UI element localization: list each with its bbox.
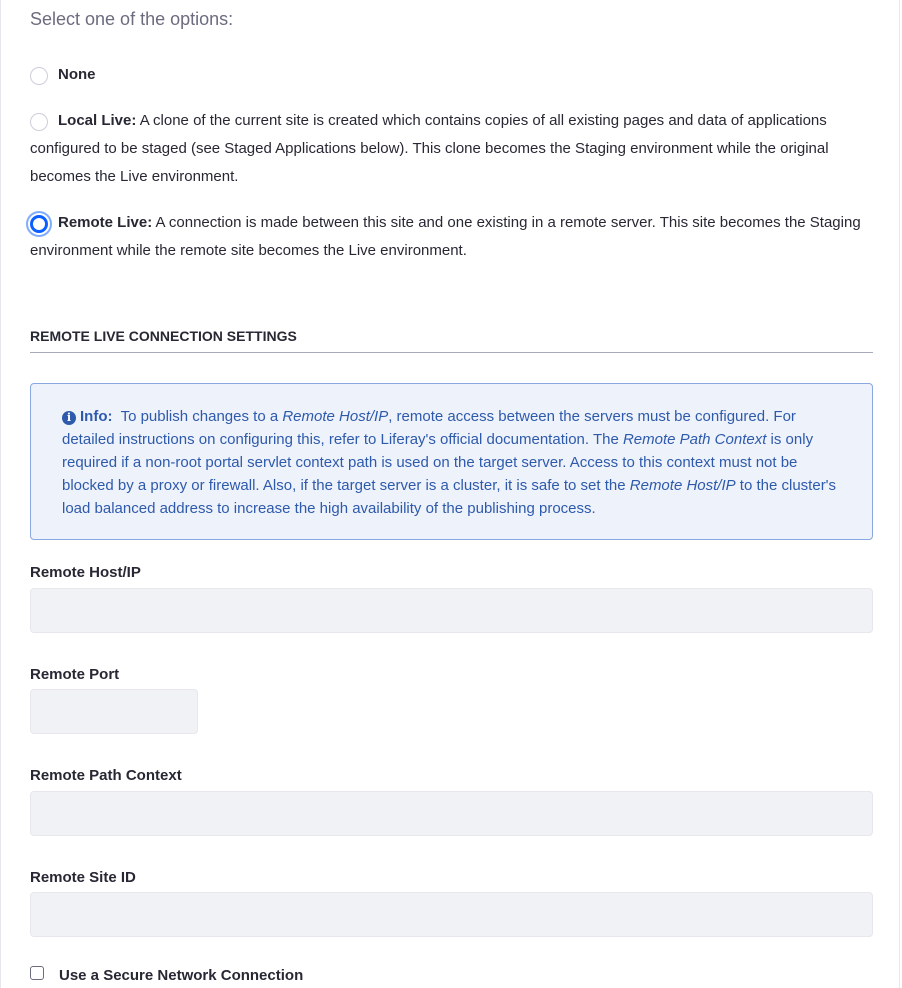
option-remote-live xyxy=(30,209,875,265)
options-heading: Select one of the options: xyxy=(30,9,234,29)
remote-site-id-input[interactable] xyxy=(30,892,873,937)
option-local-live xyxy=(30,107,875,191)
info-text-2: , remote access between the servers must be configured. For detailed instructions on configuring this, refer to Liferay's official documentation. The xyxy=(62,408,796,448)
info-circle-icon: i xyxy=(62,411,76,425)
option-none xyxy=(30,61,875,89)
remote-port-input[interactable] xyxy=(30,689,198,734)
info-text-1: To publish changes to a xyxy=(120,408,283,425)
section-title: REMOTE LIVE CONNECTION SETTINGS xyxy=(30,328,873,353)
option-local-live-label[interactable]: Local Live: xyxy=(58,112,137,129)
option-remote-live-description: A connection is made between this site and one existing in a remote server. This site becomes the Staging environment while the remote site becomes the Live environment. xyxy=(30,214,861,259)
remote-path-context-label: Remote Path Context xyxy=(30,767,182,784)
remote-site-id-label: Remote Site ID xyxy=(30,869,136,886)
remote-host-input[interactable] xyxy=(30,588,873,633)
info-alert xyxy=(30,383,873,540)
remote-port-label: Remote Port xyxy=(30,666,120,683)
info-em-remote-path: Remote Path Context xyxy=(622,431,767,448)
remote-host-label: Remote Host/IP xyxy=(30,564,141,581)
option-local-live-description: A clone of the current site is created which contains copies of all existing pages and data of applications configured to be staged (see Staged Applications below). This clone becomes the Staging environment while the original becomes the Live environment. xyxy=(30,112,829,185)
secure-connection-checkbox[interactable] xyxy=(30,966,44,980)
option-none-label[interactable]: None xyxy=(58,66,96,83)
info-label: Info: xyxy=(80,408,113,425)
remote-path-context-input[interactable] xyxy=(30,791,873,836)
info-em-remote-host: Remote Host/IP xyxy=(282,408,389,425)
option-remote-live-label[interactable]: Remote Live: xyxy=(58,214,153,231)
secure-connection-label[interactable]: Use a Secure Network Connection xyxy=(59,967,304,984)
info-text-3: is only required if a non-root portal servlet context path is used on the target server. Access to this context must not be blocked by a proxy or firewall. Also, if the target server is a cluster, it is safe to set the xyxy=(62,431,814,494)
info-em-remote-host-2: Remote Host/IP xyxy=(629,477,736,494)
info-text-4: to the cluster's load balanced address to increase the high availability of the publishing process. xyxy=(62,477,837,517)
